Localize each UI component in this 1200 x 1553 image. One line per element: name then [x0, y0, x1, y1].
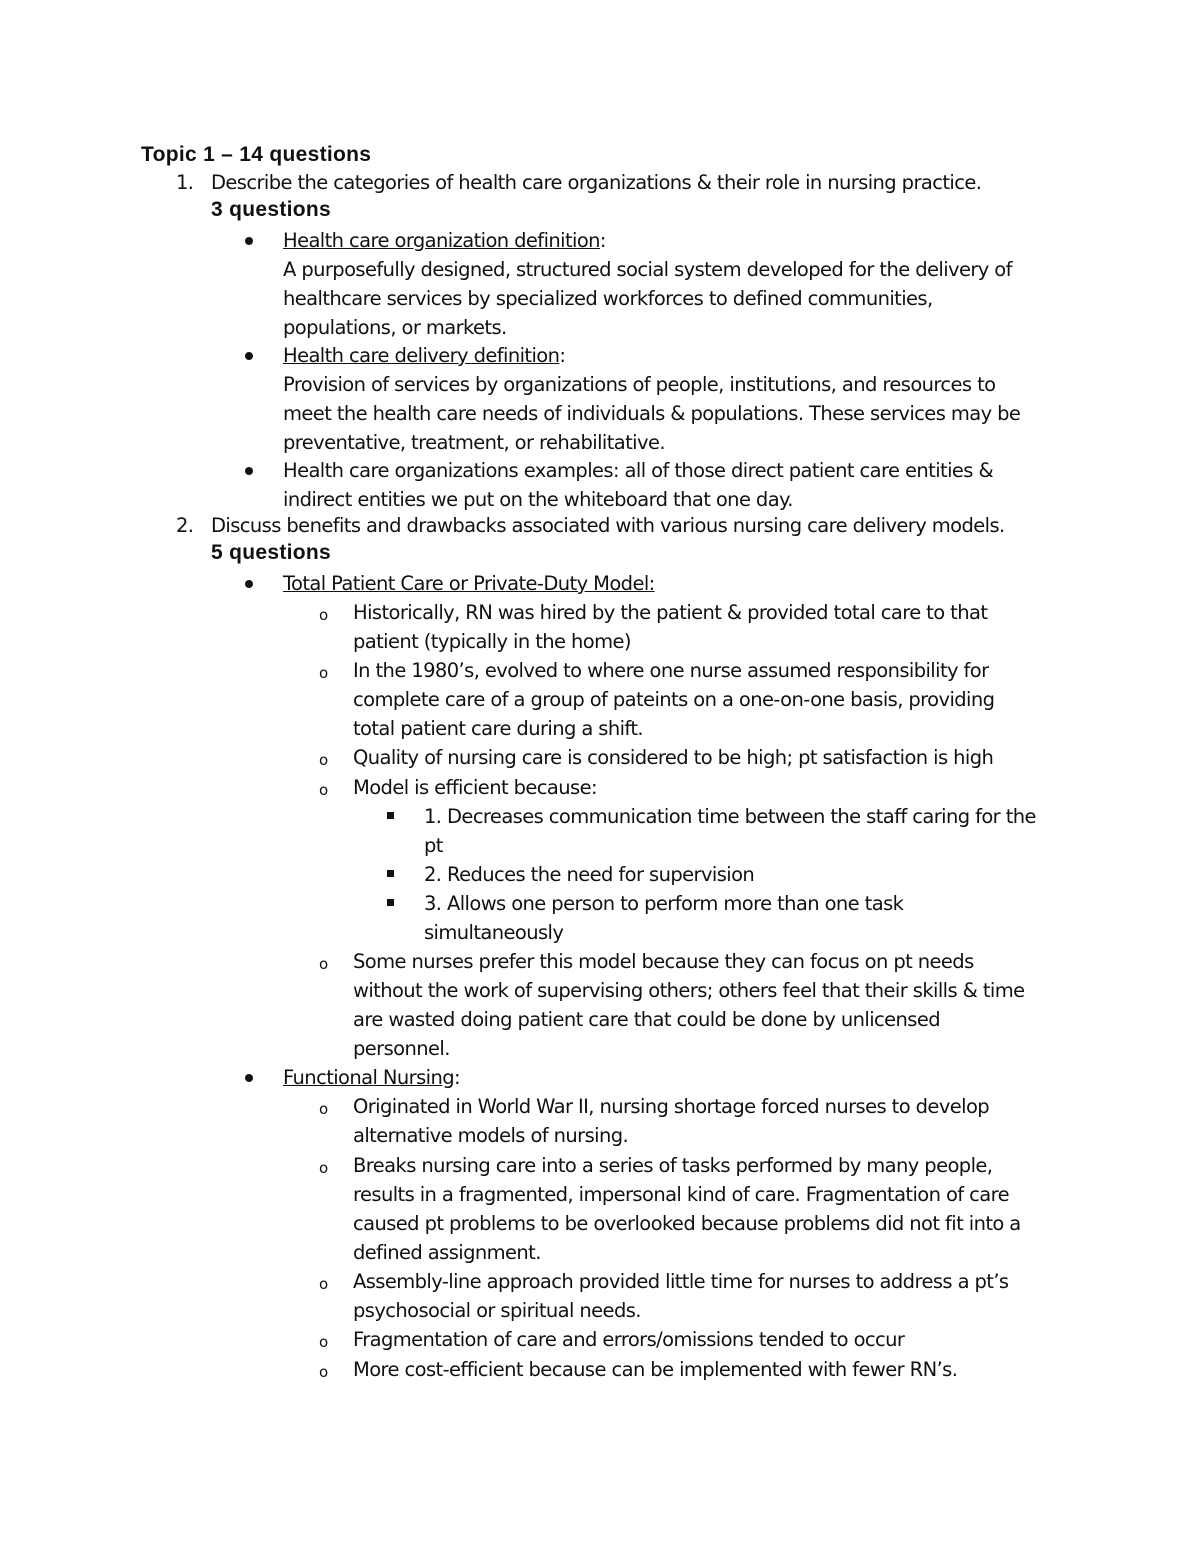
question-count-heading: 3 questions: [211, 198, 331, 221]
circle-bullet-icon: o: [319, 1159, 328, 1177]
text-line: Health care organizations examples: all of those direct patient care entities &: [283, 459, 994, 482]
text-line: Provision of services by organizations of people, institutions, and resources to: [283, 373, 996, 396]
question-count-heading: 5 questions: [211, 541, 331, 564]
item-text: Discuss benefits and drawbacks associated with various nursing care delivery models.: [211, 514, 1005, 537]
text-line: preventative, treatment, or rehabilitative.: [283, 431, 665, 454]
circle-bullet-icon: o: [319, 1333, 328, 1351]
definition-label: Health care delivery definition: [283, 344, 560, 367]
sub-bullet-item: o More cost-efficient because can be implemented with fewer RN’s.: [353, 1355, 1073, 1384]
bullet-dot-icon: [245, 237, 253, 245]
sub-sub-bullet-item: 3. Allows one person to perform more than one task simultaneously: [424, 889, 1084, 947]
circle-bullet-icon: o: [319, 955, 328, 973]
circle-bullet-icon: o: [319, 751, 328, 769]
item-text: Describe the categories of health care organizations & their role in nursing practice.: [211, 171, 982, 194]
bullet-item: [283, 569, 1083, 598]
bullet-dot-icon: [245, 1074, 253, 1082]
bullet-item: Health care organization definition: A purposefully designed, structured social system developed for the delivery of healthcare services by specialized workforces to defined communities, populations, or markets.: [283, 226, 1083, 342]
square-bullet-icon: [387, 870, 394, 877]
sub-bullet-item: o Originated in World War II, nursing shortage forced nurses to develop alternative models of nursing.: [319, 1095, 990, 1147]
text-line: A purposefully designed, structured social system developed for the delivery of: [283, 258, 1012, 281]
sub-sub-bullet-item: 1. Decreases communication time between the staff caring for the pt: [424, 802, 1084, 860]
topic-heading: Topic 1 – 14 questions: [141, 143, 372, 166]
sub-sub-bullet-item: 2. Reduces the need for supervision: [424, 860, 1084, 889]
bullet-item: Functional Nursing:: [283, 1063, 1083, 1092]
square-bullet-icon: [387, 899, 394, 906]
sub-bullet-item: o Some nurses prefer this model because they can focus on pt needs without the work of supervising others; others feel that their skills & time are wasted doing patient care that could be done by unlicensed personnel.: [319, 950, 1025, 1060]
text-line: healthcare services by specialized workforces to defined communities,: [283, 287, 933, 310]
sub-bullet-item: o Historically, RN was hired by the patient & provided total care to that patient (typically in the home): [319, 601, 988, 653]
square-bullet-icon: [387, 812, 394, 819]
text-line: populations, or markets.: [283, 316, 507, 339]
circle-bullet-icon: o: [319, 664, 328, 682]
bullet-dot-icon: [245, 352, 253, 360]
item-number: 1.: [176, 171, 194, 194]
circle-bullet-icon: o: [319, 1100, 328, 1118]
definition-label: Health care organization definition: [283, 229, 600, 252]
sub-bullet-item: o Quality of nursing care is considered to be high; pt satisfaction is high: [353, 743, 1073, 772]
sub-bullet-item: o Assembly-line approach provided little time for nurses to address a pt’s psychosocial or spiritual needs.: [319, 1270, 1009, 1322]
item-number: 2.: [176, 514, 194, 537]
sub-bullet-item: o Model is efficient because:: [353, 773, 1073, 802]
sub-bullet-item: o Fragmentation of care and errors/omissions tended to occur: [353, 1325, 1073, 1354]
bullet-item: Health care delivery definition: Provision of services by organizations of people, institutions, and resources to meet the health care needs of individuals & populations. These services may be preventative, treatment, or rehabilitative.: [283, 341, 1083, 457]
circle-bullet-icon: o: [319, 1363, 328, 1381]
bullet-dot-icon: [245, 580, 253, 588]
text-line: meet the health care needs of individuals & populations. These services may be: [283, 402, 1021, 425]
text-line: indirect entities we put on the whiteboard that one day.: [283, 488, 793, 511]
bullet-item: [283, 456, 1083, 514]
bullet-dot-icon: [245, 467, 253, 475]
model-label: Total Patient Care or Private-Duty Model:: [283, 572, 655, 595]
sub-bullet-item: o In the 1980’s, evolved to where one nurse assumed responsibility for complete care of a group of pateints on a one-on-one basis, providing total patient care during a shift.: [319, 659, 995, 740]
sub-bullet-item: o Breaks nursing care into a series of tasks performed by many people, results in a fragmented, impersonal kind of care. Fragmentation of care caused pt problems to be overlooked because problems did not fit into a defined assignment.: [319, 1154, 1021, 1264]
model-label: Functional Nursing: [283, 1066, 454, 1089]
circle-bullet-icon: o: [319, 1275, 328, 1293]
circle-bullet-icon: o: [319, 606, 328, 624]
circle-bullet-icon: o: [319, 781, 328, 799]
